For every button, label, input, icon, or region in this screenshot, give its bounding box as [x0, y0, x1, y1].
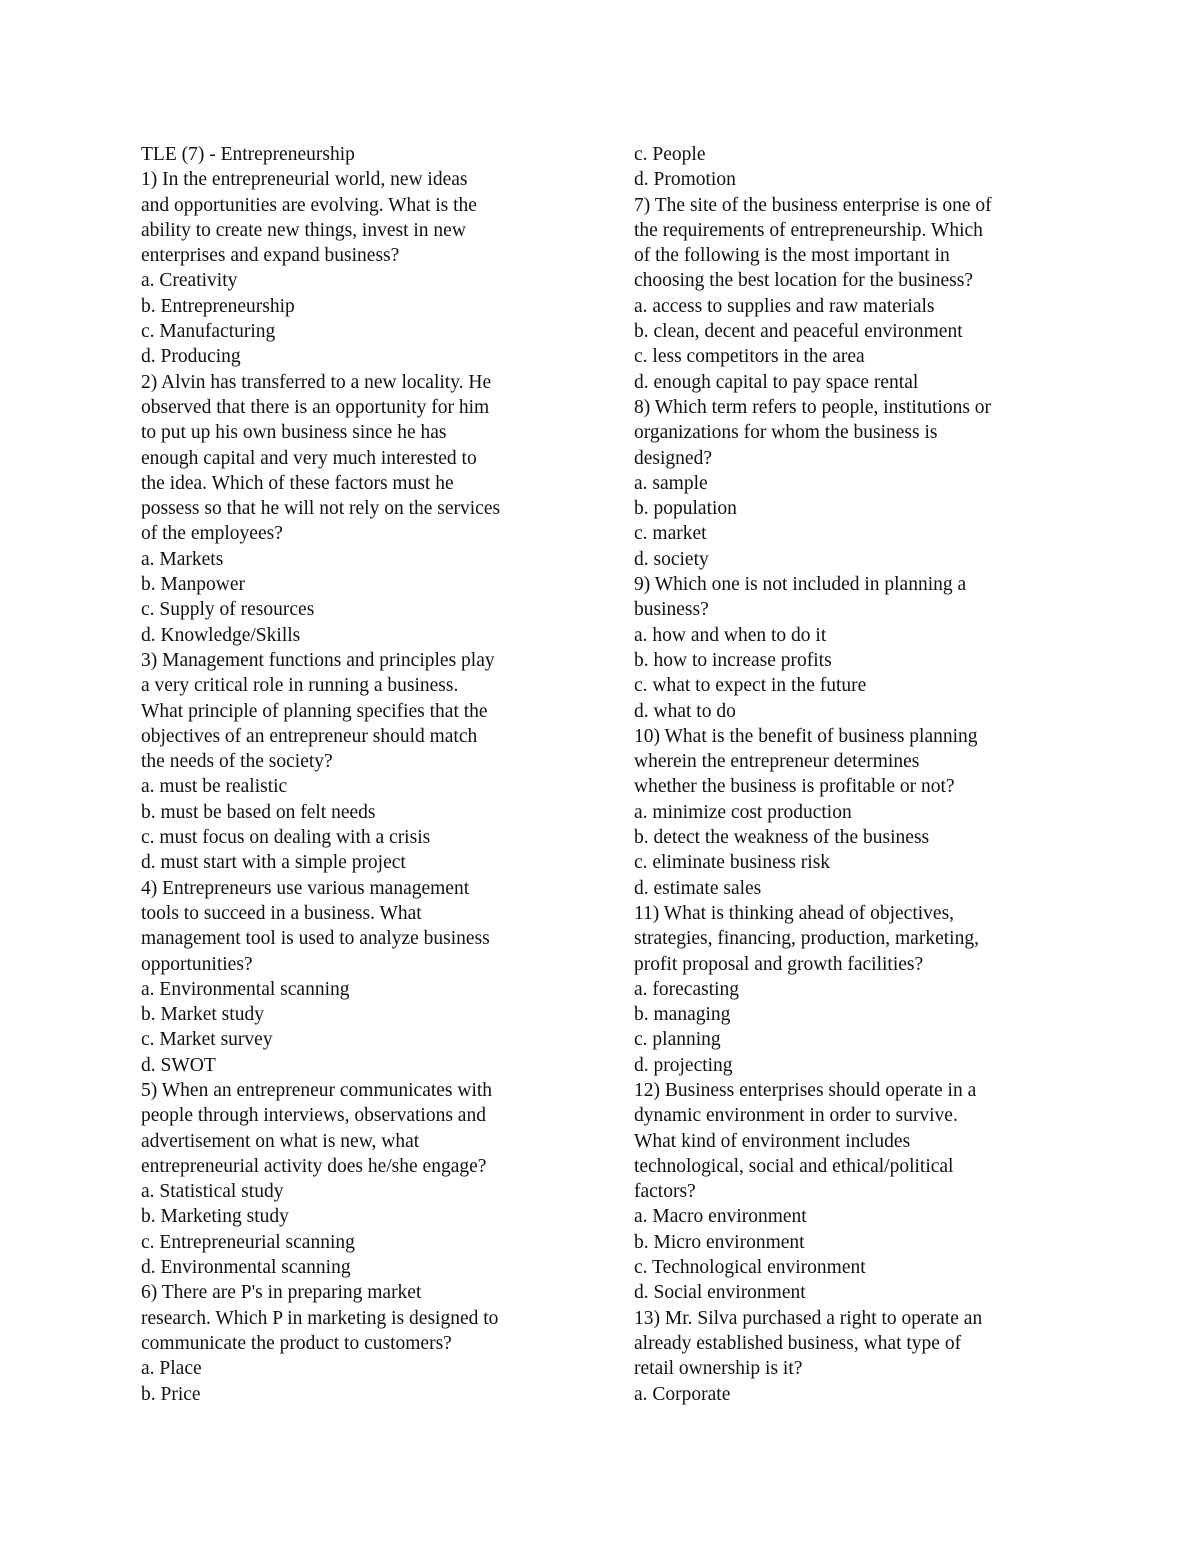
text-line: objectives of an entrepreneur should match [141, 725, 478, 747]
answer-option: d. projecting [634, 1054, 733, 1076]
text-line: the idea. Which of these factors must he [141, 472, 454, 494]
page-title: TLE (7) - Entrepreneurship [141, 144, 355, 165]
text-line: enterprises and expand business? [141, 245, 400, 267]
answer-option: d. Social environment [634, 1282, 806, 1304]
question-text: 6) There are P's in preparing market [141, 1282, 422, 1304]
answer-option: a. Corporate [634, 1383, 731, 1405]
text-line: people through interviews, observations and [141, 1105, 486, 1127]
answer-option: c. Market survey [141, 1029, 273, 1051]
answer-option: a. sample [634, 472, 708, 494]
answer-option: a. minimize cost production [634, 801, 852, 823]
text-line: of the employees? [141, 523, 283, 545]
answer-option: d. Producing [141, 346, 241, 368]
answer-option: d. enough capital to pay space rental [634, 371, 919, 393]
answer-option: c. planning [634, 1029, 721, 1051]
answer-option: a. Statistical study [141, 1181, 284, 1203]
answer-option: a. Place [141, 1358, 202, 1380]
text-line: retail ownership is it? [634, 1358, 803, 1380]
text-line: profit proposal and growth facilities? [634, 953, 924, 975]
text-line: a very critical role in running a business. [141, 675, 459, 697]
answer-option: b. Manpower [141, 574, 245, 596]
answer-option: a. Macro environment [634, 1206, 807, 1228]
answer-option: d. what to do [634, 700, 736, 722]
text-line: entrepreneurial activity does he/she engage? [141, 1155, 487, 1177]
question-text: 4) Entrepreneurs use various management [141, 877, 470, 899]
text-line: the requirements of entrepreneurship. Which [634, 219, 983, 241]
answer-option: b. how to increase profits [634, 649, 832, 671]
question-text: 10) What is the benefit of business planning [634, 725, 978, 747]
answer-option: a. must be realistic [141, 776, 288, 798]
answer-option: c. what to expect in the future [634, 675, 867, 697]
answer-option: d. estimate sales [634, 877, 762, 899]
question-text: 3) Management functions and principles play [141, 649, 495, 671]
question-text: 7) The site of the business enterprise is one of [634, 194, 992, 216]
answer-option: d. must start with a simple project [141, 852, 406, 874]
answer-option: d. SWOT [141, 1054, 216, 1076]
answer-option: c. eliminate business risk [634, 852, 831, 874]
answer-option: d. society [634, 548, 709, 570]
answer-option: d. Knowledge/Skills [141, 624, 301, 646]
text-line: What kind of environment includes [634, 1130, 911, 1152]
text-line: wherein the entrepreneur determines [634, 751, 920, 773]
text-line: possess so that he will not rely on the services [141, 498, 501, 520]
answer-option: a. Creativity [141, 270, 238, 292]
answer-option: b. Micro environment [634, 1231, 805, 1253]
answer-option: b. Entrepreneurship [141, 295, 295, 317]
text-line: observed that there is an opportunity for him [141, 396, 490, 418]
text-line: to put up his own business since he has [141, 422, 447, 444]
answer-option: a. Environmental scanning [141, 978, 350, 1000]
text-line: tools to succeed in a business. What [141, 902, 422, 924]
answer-option: c. market [634, 523, 707, 545]
text-line: and opportunities are evolving. What is the [141, 194, 477, 216]
answer-option: c. Technological environment [634, 1257, 866, 1279]
text-line: management tool is used to analyze business [141, 928, 490, 950]
text-line: business? [634, 599, 709, 621]
answer-option: b. detect the weakness of the business [634, 827, 930, 849]
answer-option: c. Supply of resources [141, 599, 315, 621]
answer-option: d. Environmental scanning [141, 1257, 351, 1279]
text-line: designed? [634, 447, 712, 469]
question-text: 9) Which one is not included in planning a [634, 574, 967, 596]
answer-option: c. less competitors in the area [634, 346, 865, 368]
answer-option: b. clean, decent and peaceful environment [634, 321, 963, 343]
text-line: choosing the best location for the business? [634, 270, 974, 292]
answer-option: c. Entrepreneurial scanning [141, 1231, 355, 1253]
right-column [634, 142, 1074, 1407]
text-line: dynamic environment in order to survive. [634, 1105, 958, 1127]
text-line: What principle of planning specifies that the [141, 700, 488, 722]
question-text: 12) Business enterprises should operate in a [634, 1079, 977, 1101]
answer-option: c. Manufacturing [141, 321, 276, 343]
text-line: technological, social and ethical/political [634, 1155, 954, 1177]
text-line: already established business, what type of [634, 1332, 962, 1354]
text-line: factors? [634, 1181, 696, 1203]
answer-option: a. access to supplies and raw materials [634, 295, 935, 317]
text-line: strategies, financing, production, marketing, [634, 928, 979, 950]
question-text: 1) In the entrepreneurial world, new ideas [141, 169, 468, 191]
answer-option: b. must be based on felt needs [141, 801, 376, 823]
answer-option: d. Promotion [634, 169, 736, 191]
text-line: communicate the product to customers? [141, 1332, 452, 1354]
text-line: organizations for whom the business is [634, 422, 938, 444]
answer-option: b. population [634, 498, 737, 520]
left-column [141, 142, 591, 1407]
answer-option: b. Price [141, 1383, 201, 1405]
answer-option: a. forecasting [634, 978, 740, 1000]
question-text: 2) Alvin has transferred to a new locality. He [141, 371, 492, 393]
answer-option: c. must focus on dealing with a crisis [141, 827, 431, 849]
text-line: the needs of the society? [141, 751, 333, 773]
question-text: 11) What is thinking ahead of objectives, [634, 902, 955, 924]
question-text: 8) Which term refers to people, institutions or [634, 396, 992, 418]
answer-option: c. People [634, 144, 706, 165]
text-line: whether the business is profitable or not? [634, 776, 955, 798]
text-line: ability to create new things, invest in new [141, 219, 466, 241]
answer-option: b. Market study [141, 1004, 264, 1026]
text-line: opportunities? [141, 953, 253, 975]
answer-option: a. how and when to do it [634, 624, 827, 646]
answer-option: b. managing [634, 1004, 731, 1026]
question-text: 13) Mr. Silva purchased a right to operate an [634, 1307, 983, 1329]
text-line: research. Which P in marketing is designed to [141, 1307, 499, 1329]
answer-option: b. Marketing study [141, 1206, 289, 1228]
text-line: of the following is the most important in [634, 245, 950, 267]
text-line: enough capital and very much interested to [141, 447, 477, 469]
answer-option: a. Markets [141, 548, 224, 570]
question-text: 5) When an entrepreneur communicates with [141, 1079, 493, 1101]
text-line: advertisement on what is new, what [141, 1130, 420, 1152]
